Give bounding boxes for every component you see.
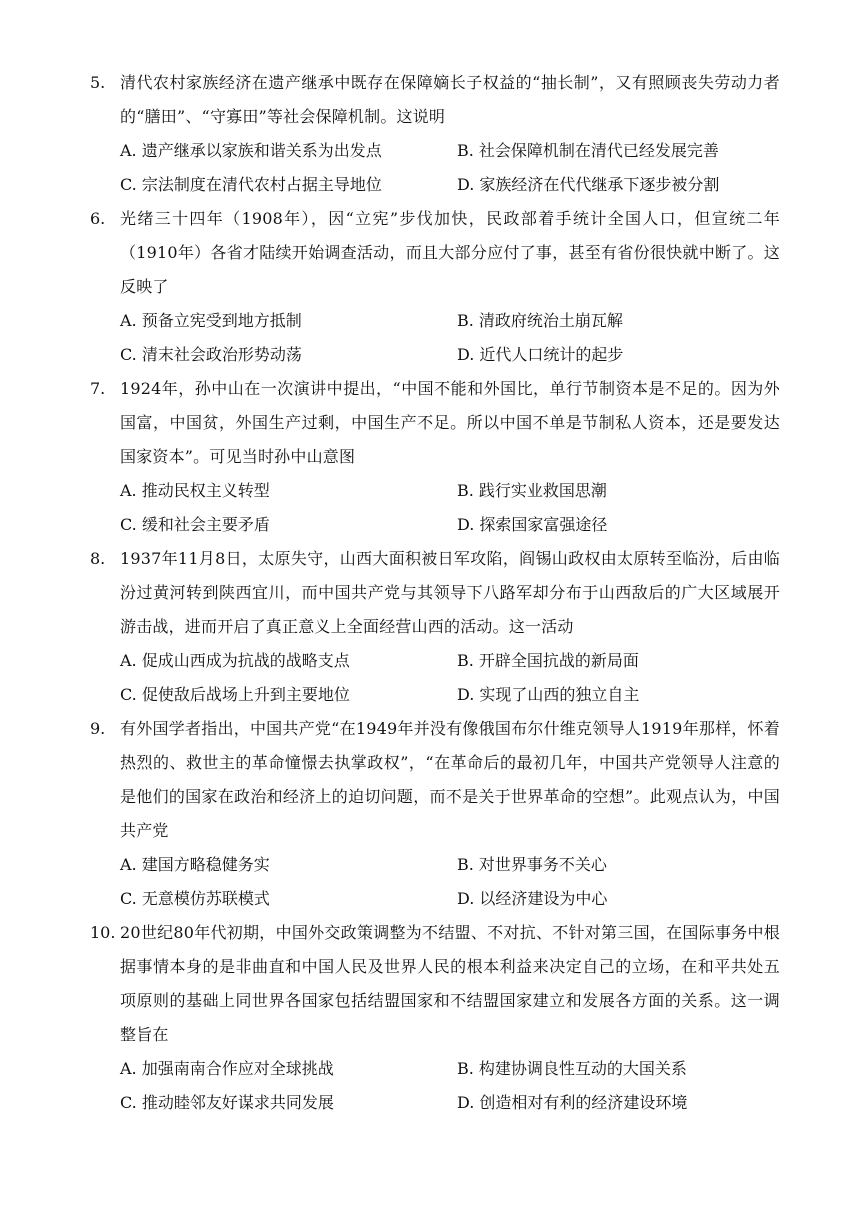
option-b[interactable]: B. 清政府统治土崩瓦解	[457, 311, 623, 330]
question-number: 7.	[90, 379, 106, 398]
question-6	[90, 202, 780, 372]
option-d[interactable]: D. 探索国家富强途径	[457, 515, 608, 534]
option-c[interactable]: C. 无意模仿苏联模式	[120, 889, 270, 908]
option-c[interactable]: C. 宗法制度在清代农村占据主导地位	[120, 175, 382, 194]
options-grid	[120, 474, 780, 542]
question-stem: 1924年，孙中山在一次演讲中提出，“中国不能和外国比，单行节制资本是不足的。因为外国富，中国贫，外国生产过剩，中国生产不足。所以中国不单是节制私人资本，还是要发达国家资本”。可见当时孙中山意图	[120, 379, 780, 466]
question-number: 8.	[90, 549, 106, 568]
option-b[interactable]: B. 社会保障机制在清代已经发展完善	[457, 141, 719, 160]
question-stem: 有外国学者指出，中国共产党“在1949年并没有像俄国布尔什维克领导人1919年那样，怀着热烈的、救世主的革命憧憬去执掌政权”，“在革命后的最初几年，中国共产党领导人注意的是他们的国家在政治和经济上的迫切问题，而不是关于世界革命的空想”。此观点认为，中国共产党	[120, 719, 780, 840]
option-a[interactable]: A. 促成山西成为抗战的战略支点	[120, 651, 350, 670]
option-b[interactable]: B. 构建协调良性互动的大国关系	[457, 1059, 687, 1078]
options-grid	[120, 304, 780, 372]
question-number: 10.	[90, 923, 116, 942]
option-d[interactable]: D. 近代人口统计的起步	[457, 345, 624, 364]
question-stem: 1937年11月8日，太原失守，山西大面积被日军攻陷，阎锡山政权由太原转至临汾，后由临汾过黄河转到陕西宜川，而中国共产党与其领导下八路军却分布于山西敌后的广大区域展开游击战，进而开启了真正意义上全面经营山西的活动。这一活动	[120, 549, 780, 636]
question-number: 9.	[90, 719, 106, 738]
options-grid	[120, 848, 780, 916]
option-c[interactable]: C. 促使敌后战场上升到主要地位	[120, 685, 350, 704]
option-b[interactable]: B. 对世界事务不关心	[457, 855, 607, 874]
option-c[interactable]: C. 推动睦邻友好谋求共同发展	[120, 1093, 334, 1112]
option-a[interactable]: A. 预备立宪受到地方抵制	[120, 311, 302, 330]
option-d[interactable]: D. 以经济建设为中心	[457, 889, 608, 908]
option-c[interactable]: C. 清末社会政治形势动荡	[120, 345, 302, 364]
options-grid	[120, 644, 780, 712]
option-a[interactable]: A. 建国方略稳健务实	[120, 855, 270, 874]
option-d[interactable]: D. 创造相对有利的经济建设环境	[457, 1093, 688, 1112]
option-a[interactable]: A. 推动民权主义转型	[120, 481, 270, 500]
question-8	[90, 542, 780, 712]
question-stem: 光绪三十四年（1908年），因“立宪”步伐加快，民政部着手统计全国人口，但宣统二年（1910年）各省才陆续开始调查活动，而且大部分应付了事，甚至有省份很快就中断了。这反映了	[120, 209, 780, 296]
question-stem: 20世纪80年代初期，中国外交政策调整为不结盟、不对抗、不针对第三国，在国际事务中根据事情本身的是非曲直和中国人民及世界人民的根本利益来决定自己的立场，在和平共处五项原则的基础上同世界各国家包括结盟国家和不结盟国家建立和发展各方面的关系。这一调整旨在	[120, 923, 780, 1044]
question-number: 5.	[90, 73, 106, 92]
question-stem: 清代农村家族经济在遗产继承中既存在保障嫡长子权益的“抽长制”，又有照顾丧失劳动力者的“膳田”、“守寡田”等社会保障机制。这说明	[120, 73, 780, 126]
options-grid	[120, 1052, 780, 1120]
question-number: 6.	[90, 209, 106, 228]
option-a[interactable]: A. 加强南南合作应对全球挑战	[120, 1059, 334, 1078]
question-10	[90, 916, 780, 1120]
question-7	[90, 372, 780, 542]
options-grid	[120, 134, 780, 202]
question-5	[90, 66, 780, 202]
option-b[interactable]: B. 践行实业救国思潮	[457, 481, 607, 500]
option-d[interactable]: D. 家族经济在代代继承下逐步被分割	[457, 175, 720, 194]
question-9	[90, 712, 780, 916]
option-b[interactable]: B. 开辟全国抗战的新局面	[457, 651, 639, 670]
option-c[interactable]: C. 缓和社会主要矛盾	[120, 515, 270, 534]
option-a[interactable]: A. 遗产继承以家族和谐关系为出发点	[120, 141, 382, 160]
option-d[interactable]: D. 实现了山西的独立自主	[457, 685, 640, 704]
